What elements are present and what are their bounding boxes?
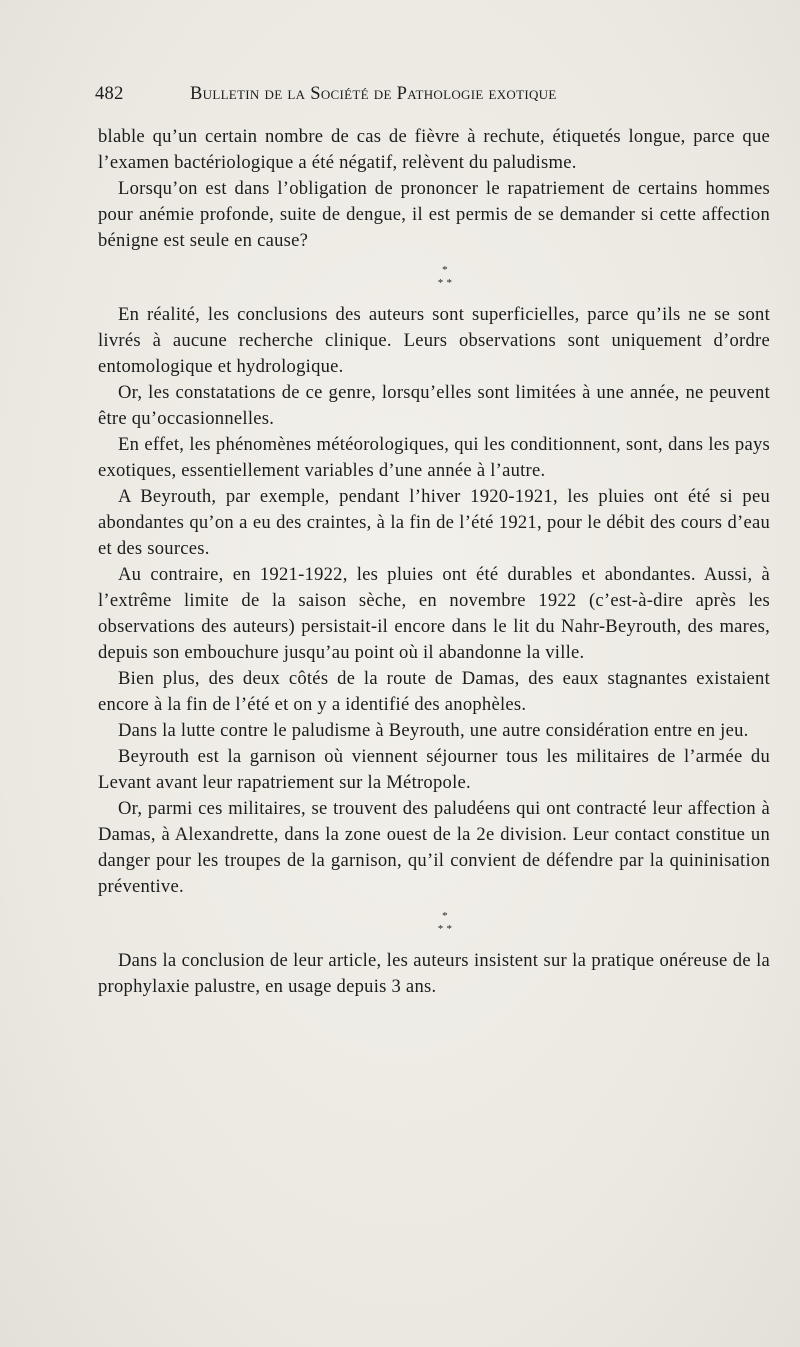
section-separator [98,264,770,290]
paragraph: Dans la lutte contre le paludisme à Beyrouth, une autre considération entre en jeu. [118,720,749,741]
journal-title: Bulletin de la Société de Pathologie exotique [190,84,557,104]
paragraph: En effet, les phénomènes météorologiques, qui les conditionnent, sont, dans les pays exotiques, essentiellement variables d’une année à l’autre. [98,434,770,481]
body-text [98,124,770,1000]
running-header [95,84,675,110]
paragraph: Or, les constatations de ce genre, lorsqu’elles sont limitées à une année, ne peuvent être qu’occasionnelles. [98,382,770,429]
paragraph: Au contraire, en 1921-1922, les pluies ont été durables et abondantes. Aussi, à l’extrême limite de la saison sèche, en novembre 1922 (c’est-à-dire après les observations des auteurs) persistait-il encore dans le lit du Nahr-Beyrouth, des mares, depuis son embouchure jusqu’au point où il abandonne la ville. [98,564,770,663]
paragraph: A Beyrouth, par exemple, pendant l’hiver 1920-1921, les pluies ont été si peu abondantes qu’on a eu des craintes, à la fin de l’été 1921, pour le débit des cours d’eau et des sources. [98,486,770,559]
paragraph: Lorsqu’on est dans l’obligation de prononcer le rapatriement de certains hommes pour anémie profonde, suite de dengue, il est permis de se demander si cette affection bénigne est seule en cause? [98,178,770,251]
paragraph: En réalité, les conclusions des auteurs sont superficielles, parce qu’ils ne se sont livrés à aucune recherche clinique. Leurs observations sont uniquement d’ordre entomologique et hydrologique. [98,304,770,377]
paragraph: Or, parmi ces militaires, se trouvent des paludéens qui ont contracté leur affection à Damas, à Alexandrette, dans la zone ouest de la 2e division. Leur contact constitue un danger pour les troupes de la garnison, qu’il convient de défendre par la quininisation préventive. [98,798,770,897]
asterism-bottom: * * [437,277,453,289]
paragraph: Beyrouth est la garnison où viennent séjourner tous les militaires de l’armée du Levant avant leur rapatriement sur la Métropole. [98,746,770,793]
page-number: 482 [95,84,124,104]
paragraph: Dans la conclusion de leur article, les auteurs insistent sur la pratique onéreuse de la prophylaxie palustre, en usage depuis 3 ans. [98,950,770,997]
asterism-top: * [442,264,448,276]
asterism-top: * [442,910,448,922]
paragraph: blable qu’un certain nombre de cas de fièvre à rechute, étiquetés longue, parce que l’examen bactériologique a été négatif, relèvent du paludisme. [98,126,770,173]
section-separator [98,910,770,936]
paragraph: Bien plus, des deux côtés de la route de Damas, des eaux stagnantes existaient encore à la fin de l’été et on y a identifié des anophèles. [98,668,770,715]
asterism-bottom: * * [437,923,453,935]
